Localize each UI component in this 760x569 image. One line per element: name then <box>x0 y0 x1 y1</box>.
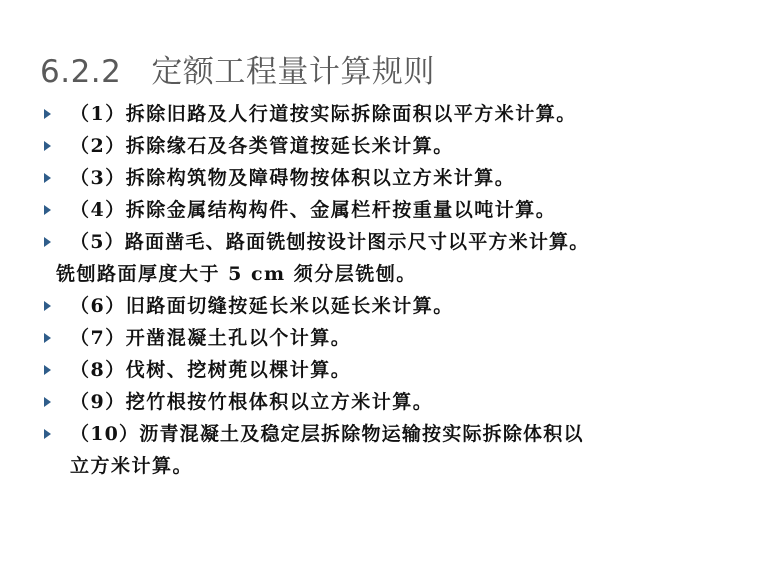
triangle-bullet-icon <box>44 141 51 151</box>
list-item <box>40 130 740 162</box>
rule-text: （9）挖竹根按竹根体积以立方米计算。 <box>70 391 434 413</box>
title-text: 定额工程量计算规则 <box>151 54 435 90</box>
title-number: 6.2.2 <box>40 54 122 90</box>
rule-continuation-text: 立方米计算。 <box>70 455 194 477</box>
rule-text: （2）拆除缘石及各类管道按延长米计算。 <box>70 135 454 157</box>
rules-list <box>40 98 740 482</box>
rule-continuation-text: 铣刨路面厚度大于 5 cm 须分层铣刨。 <box>56 263 417 285</box>
list-item <box>40 386 740 418</box>
list-item <box>40 290 740 322</box>
list-item <box>40 162 740 194</box>
list-item <box>40 98 740 130</box>
rule-text: （6）旧路面切缝按延长米以延长米计算。 <box>70 295 454 317</box>
triangle-bullet-icon <box>44 333 51 343</box>
rule-text: （1）拆除旧路及人行道按实际拆除面积以平方米计算。 <box>70 103 577 125</box>
page-title <box>40 46 435 91</box>
list-item <box>40 322 740 354</box>
rule-text: （5）路面凿毛、路面铣刨按设计图示尺寸以平方米计算。 <box>70 231 590 253</box>
list-item <box>40 226 740 290</box>
rule-text: （3）拆除构筑物及障碍物按体积以立方米计算。 <box>70 167 516 189</box>
rule-text: （7）开凿混凝土孔以个计算。 <box>70 327 352 349</box>
triangle-bullet-icon <box>44 429 51 439</box>
rule-text: （8）伐树、挖树蔸以棵计算。 <box>70 359 352 381</box>
rule-text: （10）沥青混凝土及稳定层拆除物运输按实际拆除体积以 <box>70 423 584 445</box>
triangle-bullet-icon <box>44 301 51 311</box>
triangle-bullet-icon <box>44 109 51 119</box>
list-item <box>40 194 740 226</box>
triangle-bullet-icon <box>44 205 51 215</box>
list-item <box>40 418 740 482</box>
triangle-bullet-icon <box>44 237 51 247</box>
triangle-bullet-icon <box>44 173 51 183</box>
list-item <box>40 354 740 386</box>
triangle-bullet-icon <box>44 397 51 407</box>
triangle-bullet-icon <box>44 365 51 375</box>
rule-text: （4）拆除金属结构构件、金属栏杆按重量以吨计算。 <box>70 199 557 221</box>
